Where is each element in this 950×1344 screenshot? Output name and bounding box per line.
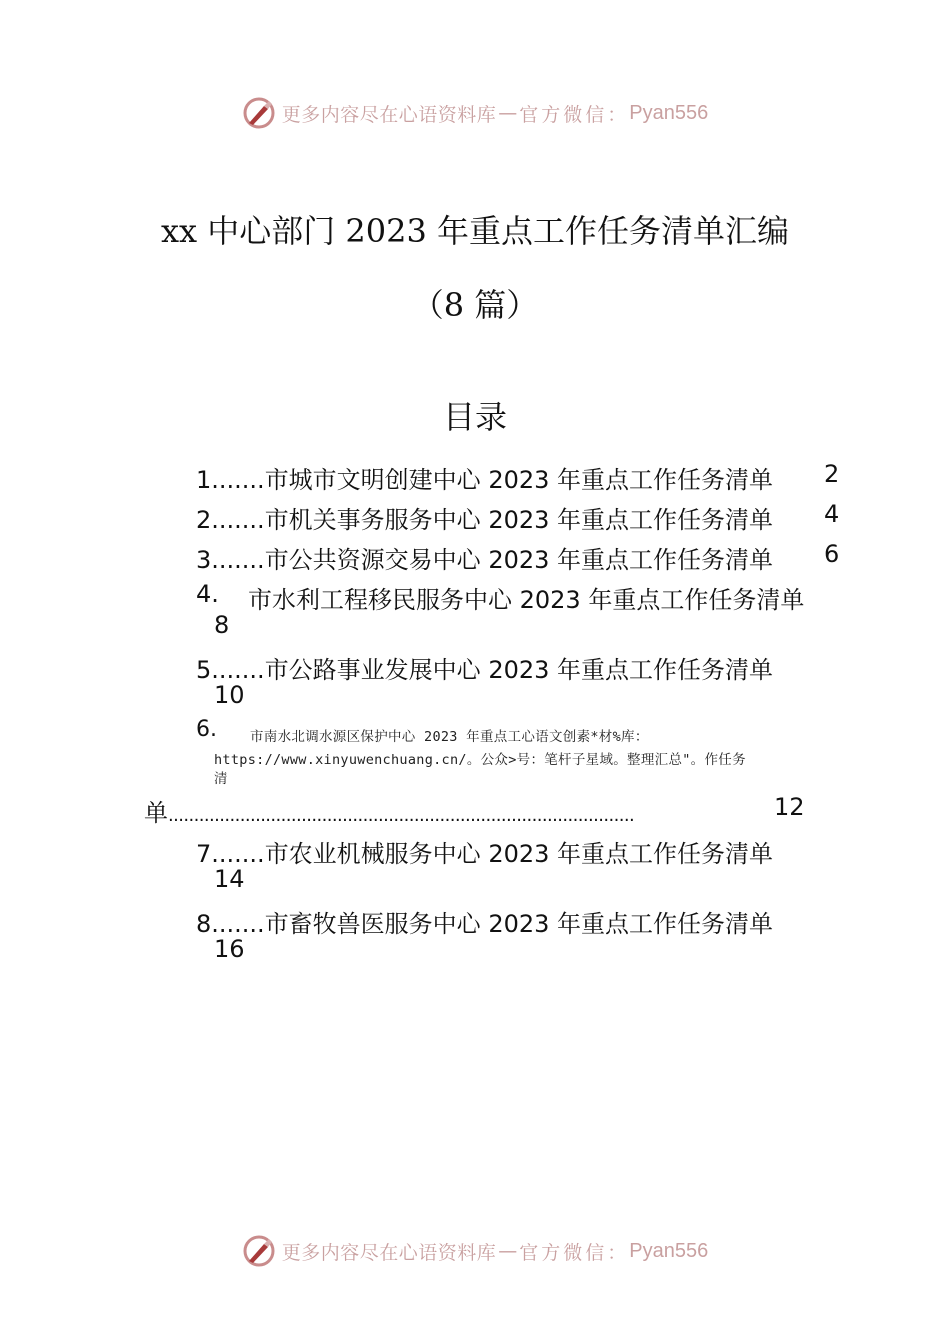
toc-page-6: 12 — [774, 793, 805, 821]
toc-number: 8 — [196, 910, 212, 938]
toc-item-2[interactable] — [196, 500, 773, 535]
toc-heading: 目录 — [442, 398, 507, 436]
toc-item-8[interactable] — [196, 904, 773, 939]
watermark-dash: — — [498, 1240, 518, 1262]
toc-page-3: 6 — [824, 540, 840, 568]
watermark-text: 更多内容尽在心语资料库 — [281, 1241, 497, 1264]
toc-number: 5 — [196, 656, 212, 684]
watermark-dash: — — [498, 102, 518, 124]
toc-title: 市城市文明创建中心 2023 年重点工作任务清单 — [264, 466, 774, 494]
document-title: xx 中心部门 2023 年重点工作任务清单汇编 — [160, 212, 790, 250]
toc-number: 2 — [196, 506, 212, 534]
toc-item-7[interactable] — [196, 834, 773, 869]
watermark-wechat-label: 官方微信： — [519, 103, 630, 126]
toc-page-2: 4 — [824, 500, 840, 528]
watermark-text: 更多内容尽在心语资料库 — [281, 103, 497, 126]
toc-number: 3 — [196, 546, 212, 574]
toc-page-1: 2 — [824, 460, 840, 488]
toc-item-3[interactable] — [196, 540, 773, 575]
toc-page-5: 10 — [214, 681, 245, 709]
toc-title: 市公共资源交易中心 2023 年重点工作任务清单 — [264, 546, 774, 574]
toc-title: 市机关事务服务中心 2023 年重点工作任务清单 — [264, 506, 774, 534]
toc-leader: ....... — [211, 466, 265, 494]
toc-leader: ....... — [211, 506, 265, 534]
toc-number: 1 — [196, 466, 212, 494]
toc-note-line-2: https://www.xinyuwenchuang.cn/。公众>号：笔杆子星域。整理汇总"。作任务 — [214, 752, 746, 768]
toc-leader: ....... — [211, 546, 265, 574]
toc-leader: ........................................................................................... — [168, 805, 635, 826]
header-watermark — [0, 96, 950, 130]
toc-title-tail: 单 — [144, 799, 168, 827]
toc-item-6[interactable] — [144, 793, 634, 828]
toc-item-1[interactable] — [196, 460, 773, 495]
toc-leader: ....... — [211, 656, 265, 684]
watermark-wechat-label: 官方微信： — [519, 1241, 630, 1264]
toc-note-line-1: 市南水北调水源区保护中心 2023 年重点工心语文创素*材%库： — [250, 729, 649, 745]
pen-logo-icon — [242, 1234, 276, 1268]
pen-logo-icon — [242, 96, 276, 130]
footer-watermark — [0, 1234, 950, 1268]
toc-title: 市农业机械服务中心 2023 年重点工作任务清单 — [264, 840, 774, 868]
toc-number: 4. — [196, 580, 219, 608]
document-subtitle: （8 篇） — [411, 286, 539, 324]
toc-page-8: 16 — [214, 935, 245, 963]
toc-leader: ....... — [211, 840, 265, 868]
toc-title-4[interactable]: 市水利工程移民服务中心 2023 年重点工作任务清单 — [248, 586, 805, 614]
toc-number: 7 — [196, 840, 212, 868]
toc-leader: ....... — [211, 910, 265, 938]
toc-number-6: 6. — [196, 717, 217, 742]
toc-page-7: 14 — [214, 865, 245, 893]
watermark-wechat-id: Pyan556 — [629, 101, 709, 124]
toc-title: 市畜牧兽医服务中心 2023 年重点工作任务清单 — [264, 910, 774, 938]
toc-note-line-3: 清 — [214, 771, 228, 787]
toc-page-4: 8 — [214, 611, 230, 639]
toc-item-4[interactable] — [196, 580, 219, 608]
watermark-wechat-id: Pyan556 — [629, 1239, 709, 1262]
toc-item-5[interactable] — [196, 650, 773, 685]
toc-title: 市公路事业发展中心 2023 年重点工作任务清单 — [264, 656, 774, 684]
